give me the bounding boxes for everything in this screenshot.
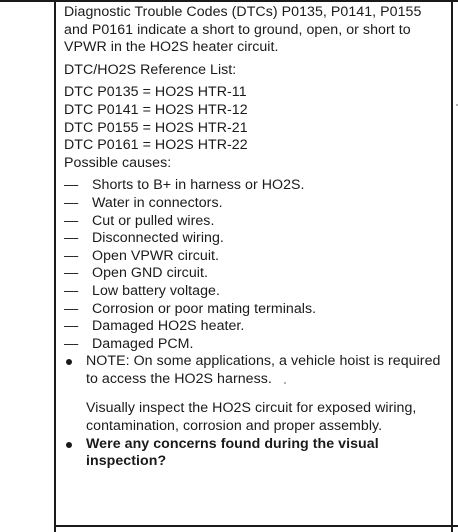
dash-marker: — [64,177,79,194]
cause-item [64,230,448,248]
note-text: NOTE: On some applications, a vehicle hoist is required to access the HO2S harness. [86,353,441,387]
dash-marker: — [64,247,79,264]
cause-item [64,195,448,213]
dash-marker: — [64,230,79,247]
cause-item [64,265,448,283]
cause-item [64,301,448,319]
cause-item [64,283,448,301]
cause-text: Disconnected wiring. [92,230,224,247]
left-border [54,0,56,532]
right-border [451,0,453,532]
cause-text: Open GND circuit. [92,265,208,282]
cause-text: Cut or pulled wires. [92,212,215,229]
possible-causes-heading: Possible causes: [64,154,172,171]
cause-text: Damaged HO2S heater. [92,318,245,335]
inspect-instruction: Visually inspect the HO2S circuit for exposed wiring, contamination, corrosion and proper assembly. [86,400,417,435]
cause-text: Water in connectors. [92,194,223,211]
cause-item [64,213,448,231]
cause-item [64,248,448,266]
note-item [64,353,448,388]
reference-list [64,84,448,154]
cause-text: Open VPWR circuit. [92,247,220,264]
test-step-content [64,4,448,471]
cause-text: Damaged PCM. [92,335,194,352]
reference-item: DTC P0155 = HO2S HTR-21 [64,119,248,136]
reference-list-heading: DTC/HO2S Reference List: [64,61,237,78]
dash-marker: — [64,282,79,299]
dash-marker: — [64,318,79,335]
cause-text: Shorts to B+ in harness or HO2S. [92,177,305,194]
question-item [64,436,448,471]
cause-text: Low battery voltage. [92,282,220,299]
dash-marker: — [64,212,79,229]
dash-marker: — [64,335,79,352]
dash-marker: — [64,300,79,317]
reference-item: DTC P0141 = HO2S HTR-12 [64,101,248,118]
bullet-icon [64,353,86,388]
reference-item: DTC P0135 = HO2S HTR-11 [64,84,247,101]
bottom-border [54,525,458,527]
possible-causes-list [64,177,448,353]
dash-marker: — [64,194,79,211]
cause-text: Corrosion or poor mating terminals. [92,300,317,317]
top-border [0,0,458,2]
reference-item: DTC P0161 = HO2S HTR-22 [64,137,248,154]
intro-paragraph: Diagnostic Trouble Codes (DTCs) P0135, P0141, P0155 and P0161 indicate a short to ground, open, or short to VPWR in the HO2S heater circuit. [64,4,422,56]
cause-item [64,318,448,336]
question-text: Were any concerns found during the visual inspection? [86,435,379,470]
cause-item [64,177,448,195]
dash-marker: — [64,265,79,282]
bullet-icon [64,436,86,471]
cause-item [64,336,448,354]
